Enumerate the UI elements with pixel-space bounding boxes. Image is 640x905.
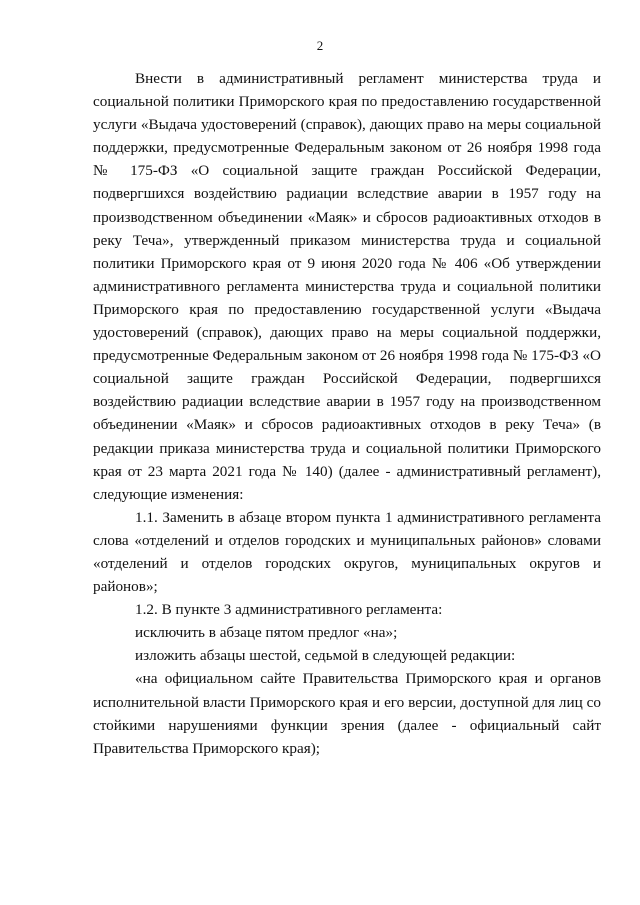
item-1-1-paragraph: 1.1. Заменить в абзаце втором пункта 1 административного регламента слова «отделений и отделов городских и муниципальных районов» словами «отделений и отделов городских округов, муниципальных округов и районов»; [93,508,601,596]
exclude-preposition-paragraph: исключить в абзаце пятом предлог «на»; [135,624,398,642]
document-body [93,67,601,760]
official-site-paragraph: «на официальном сайте Правительства Приморского края и органов исполнительной власти Приморского края и его версии, доступной для лиц со стойкими нарушениями функции зрения (далее - официальный сайт Правительства Приморского края); [93,670,601,757]
item-1-2-paragraph: 1.2. В пункте 3 административного регламента: [135,601,443,619]
page-number: 2 [316,38,324,53]
restate-paragraphs-paragraph: изложить абзацы шестой, седьмой в следующей редакции: [135,647,516,665]
intro-paragraph: Внести в административный регламент министерства труда и социальной политики Приморского края по предоставлению государственной услуги «Выдача удостоверений (справок), дающих право на меры социальной поддержки, предусмотренные Федеральным законом от 26 ноября 1998 года № 175-ФЗ «О социальной защите граждан Российской Федерации, подвергшихся воздействию радиации вследствие аварии в 1957 году на производственном объединении «Маяк» и сбросов радиоактивных отходов в реку Теча», утвержденный приказом министерства труда и социальной политики Приморского края от 9 июня 2020 года № 406 «Об утверждении административного регламента министерства труда и социальной политики Приморского края по предоставлению государственной услуги «Выдача удостоверений (справок), дающих право на меры социальной поддержки, предусмотренные Федеральным законом от 26 ноября 1998 года № 175-ФЗ «О социальной защите граждан Российской Федерации, подвергшихся воздействию радиации вследствие аварии в 1957 году на производственном объединении «Маяк» и сбросов радиоактивных отходов в реку Теча» (в редакции приказа министерства труда и социальной политики Приморского края от 23 марта 2021 года № 140) (далее - административный регламент), следующие изменения: [93,70,601,503]
